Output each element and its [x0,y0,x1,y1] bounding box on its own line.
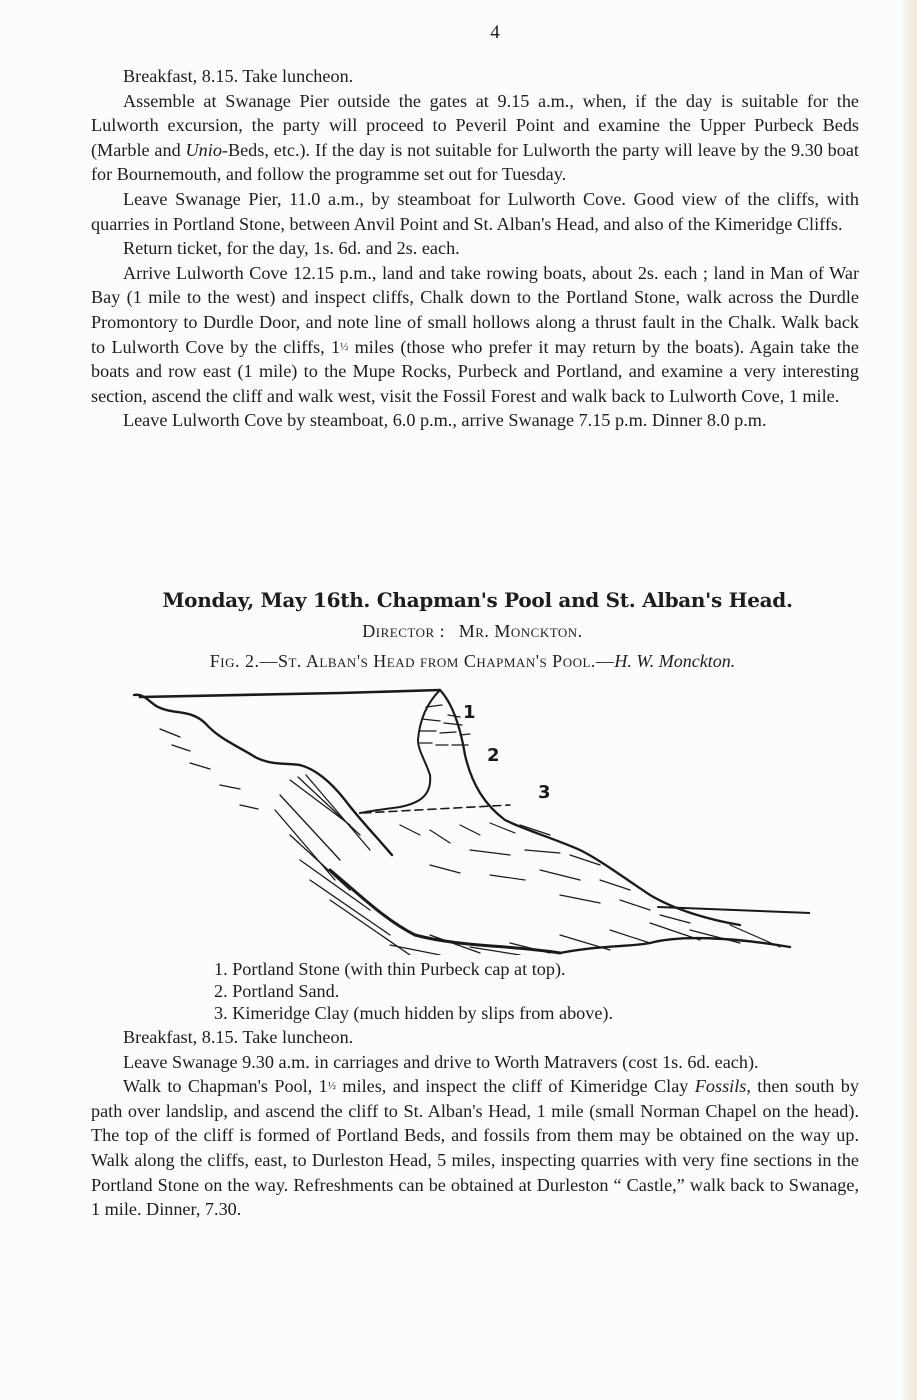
figure-author: H. W. Monckton. [614,651,736,671]
director-label: Director : [362,621,446,641]
monday-leave-paragraph: Leave Swanage 9.30 a.m. in carriages and drive to Worth Matravers (cost 1s. 6d. each). [123,1051,759,1072]
kimeridge-clay-hatching [400,823,690,923]
figure-label-3: 3 [538,782,551,803]
shore-rocks-hatching [390,923,790,955]
arrive-lulworth-paragraph: Arrive Lulworth Cove 12.15 p.m., land and take rowing boats, about 2s. each ; land in Man of War Bay (1 mile to the west) and inspect cliffs, Chalk down to the Portland Stone, walk across the Durdle Promontory to Durdle Door, and note line of small hollows along a thrust fault in the Chalk. Walk back to Lulworth Cove by the cliffs, 1½ miles (those who prefer it may return by the boats). Again take the boats and row east (1 mile) to the Mupe Rocks, Purbeck and Portland, and examine a very interesting section, ascend the cliff and walk west, visit the Fossil Forest and walk back to Lulworth Cove, 1 mile. [91,262,859,406]
cliff-section-figure [130,685,810,955]
monday-heading: Monday, May 16th. Chapman's Pool and St. Alban's Head. [162,588,793,612]
head-right-slope [440,690,740,925]
leave-pier-paragraph: Leave Swanage Pier, 11.0 a.m., by steamboat for Lulworth Cove. Good view of the cliffs, with quarries in Portland Stone, between Anvil Point and St. Alban's Head, and also of the Kimeridge Cliffs. [91,188,859,234]
unio-italic: Unio [185,139,222,160]
figure-label-2: 2 [487,745,500,766]
breakfast-paragraph: Breakfast, 8.15. Take luncheon. [123,66,354,86]
sunday-section [91,64,859,433]
head-peak-outline [360,690,440,813]
monday-walk-paragraph: Walk to Chapman's Pool, 1½ miles, and inspect the cliff of Kimeridge Clay Fossils, then south by path over landslip, and ascend the cliff to St. Alban's Head, 1 mile (small Norman Chapel on the head). The top of the cliff is formed of Portland Beds, and fossils from them may be obtained on the way up. Walk along the cliffs, east, to Durleston Head, 5 miles, inspecting quarries with very fine sections in the Portland Stone on the way. Refreshments can be obtained at Durleston “ Castle,” walk back to Swanage, 1 mile. Dinner, 7.30. [91,1076,859,1220]
skyline-line [140,690,440,697]
legend-item: 1. Portland Stone (with thin Purbeck cap at top). [214,959,566,979]
page-edge [903,0,917,1400]
figure-legend [214,958,613,1024]
director-name: Mr. Monckton. [458,621,583,641]
figure-label-1: 1 [463,702,476,723]
figure-caption: Fig. 2.—St. Alban's Head from Chapman's Pool.—H. W. Monckton. [209,651,736,671]
monday-section [91,1025,859,1222]
legend-item: 3. Kimeridge Clay (much hidden by slips from above). [214,1003,614,1023]
return-ticket-paragraph: Return ticket, for the day, 1s. 6d. and 2s. each. [123,238,460,259]
legend-item: 2. Portland Sand. [214,981,340,1001]
leave-lulworth-paragraph: Leave Lulworth Cove by steamboat, 6.0 p.m., arrive Swanage 7.15 p.m. Dinner 8.0 p.m. [123,410,767,431]
assemble-paragraph: Assemble at Swanage Pier outside the gates at 9.15 a.m., when, if the day is suitable for the Lulworth excursion, the party will proceed to Peveril Point and examine the Upper Purbeck Beds (Marble and Unio-Beds, etc.). If the day is not suitable for Lulworth the party will leave by the 9.30 boat for Bournemouth, and follow the programme set out for Tuesday. [91,90,859,185]
fossils-italic: Fossils [694,1076,747,1097]
director-line [0,621,917,642]
page-number: 4 [490,22,500,43]
monday-breakfast-paragraph: Breakfast, 8.15. Take luncheon. [123,1027,354,1047]
